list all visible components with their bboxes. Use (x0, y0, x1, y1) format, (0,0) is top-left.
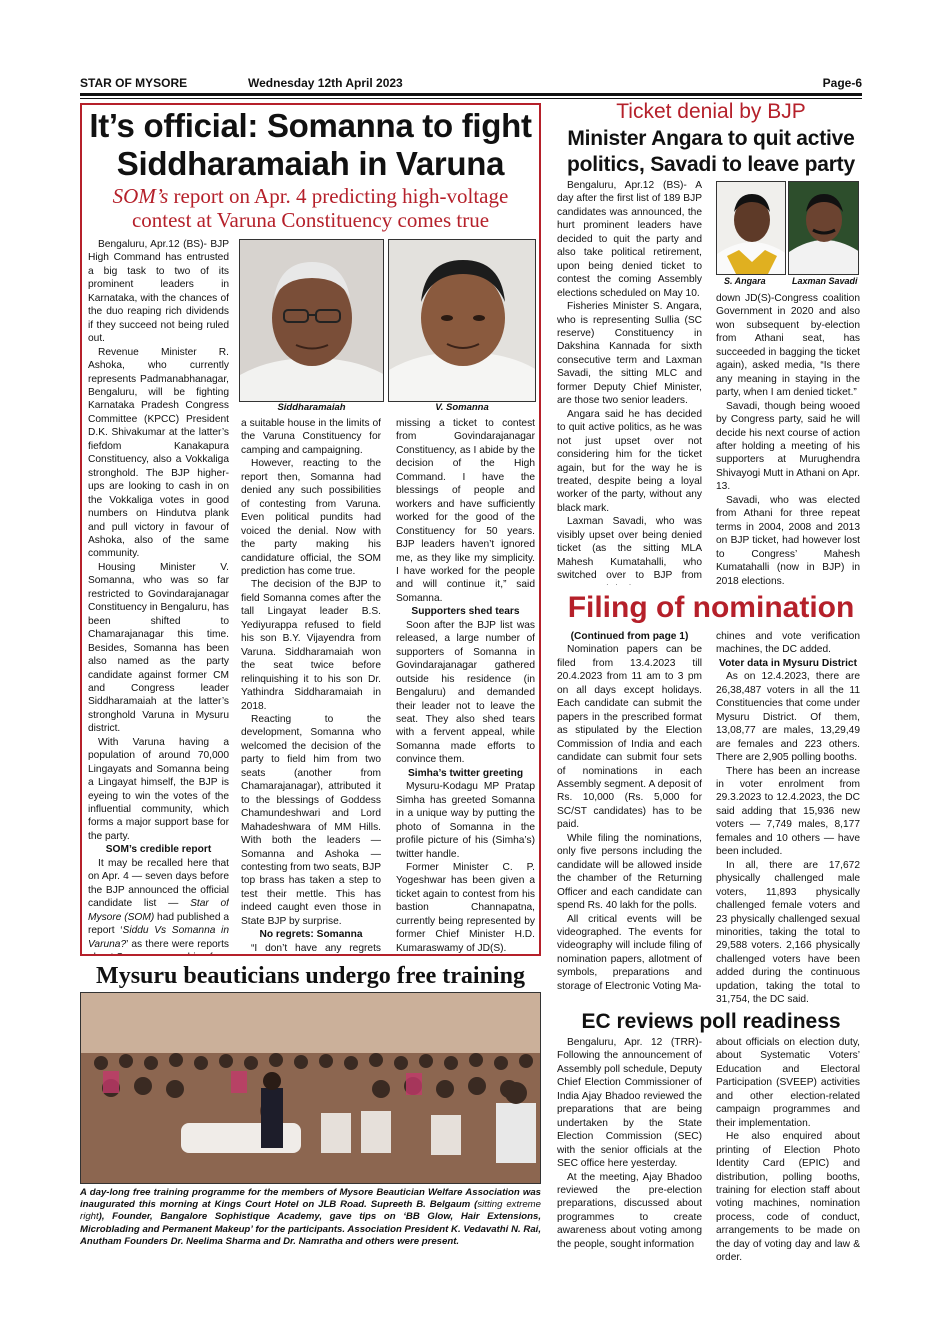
portrait-icon (789, 182, 859, 275)
lead-subheadline (85, 184, 536, 232)
issue-date: Wednesday 12th April 2023 (248, 76, 403, 90)
subhead: No regrets: Somanna (259, 929, 363, 941)
ec-column-1 (557, 1036, 702, 1264)
lead-column-1 (88, 238, 229, 954)
paragraph: Fisheries Minister S. Angara, who is representing Sullia (SC reserve) Constituency in Dakshina Kannada for sixth consecutive term and Laxman Savadi, the sitting MLC and former Deputy Chief Minister, are those two senior leaders. (557, 301, 702, 407)
paragraph: Bengaluru, Apr.12 (BS)- A day after the first list of 189 BJP candidates was announced, the hurt prominent leaders have decided to quit the party and also take political retirement, upon being denied ticket to contest the coming Assembly elections scheduled on May 10. (557, 180, 702, 299)
ec-column-2 (716, 1036, 860, 1264)
paragraph: As on 12.4.2023, there are 26,38,487 voters in all the 11 Constituencies that come under Mysuru District. Of them, 13,08,77 are males, 13,29,49 are females and 223 others. There are 2,905 polling booths. (716, 671, 860, 764)
paragraph: Mysuru-Kodagu MP Pratap Simha has greeted Somanna in a unique way by putting the photo of Somanna in the profile picture of his (Simha’s) twitter handle. (396, 781, 535, 860)
caption-somanna: V. Somanna (435, 402, 489, 413)
paragraph: Housing Minister V. Somanna, who was so far restricted to Govindarajanagar Constituency in Bengaluru, has been shifted to Chamarajanagar this time. Besides, Somanna has been also named as the party candidate against former CM and Congress leader Siddharamaiah at the latter’s stronghold Varuna in Mysuru district. (88, 561, 229, 735)
portrait-icon (717, 182, 786, 275)
text-run: ’ as there were reports (126, 938, 229, 950)
paragraph: At the meeting, Ajay Bhadoo reviewed the pre-election preparations, discussed about programmes to create awareness about voting among the people, sought information (557, 1171, 702, 1250)
text-run: ), Founder, Bangalore Sophistique Academy, gave tips on ‘BB Glow, Hair Extensions, Microblading and Permanent Makeup’ for the participants. Association President K. Vedavathi N. Rai, Anutham Founders Dr. Neelima Sharma and Dr. Namratha and others were present. (80, 1211, 541, 1247)
paragraph: However, reacting to the report then, Somanna had denied any such possibilities of contesting from Varuna. Even political pundits had voiced the denial. Now with the party making his candidature official, the SOM prediction has come true. (241, 458, 381, 577)
paragraph: a suitable house in the limits of the Varuna Constituency for camping and campaigning. (241, 418, 381, 456)
portrait-icon (389, 240, 536, 402)
paragraph: Reacting to the development, Somanna who welcomed the decision of the party to field him from two seats (another from Chamarajanagar), attributed it to the blessings of Goddess Chamundeshwari and Lord Mahadeshwara of MM Hills. With both the leaders — Somanna and Ashoka — contesting from two seats, BJP top brass has taken a step to test their mettle. This has indeed caught even those in State BJP by surprise. (241, 713, 381, 927)
paragraph: Soon after the BJP list was released, a large number of supporters of Somanna in Govindarajanagar gathered outside his residence (in Bengaluru) and demanded their leader not to leave the seat. They also shed tears with a fervent appeal, while Somanna made efforts to convince them. (396, 619, 535, 766)
photo-somanna (388, 239, 536, 402)
filing-column-1 (557, 630, 702, 1008)
photo-angara (716, 181, 786, 275)
masthead (80, 76, 862, 94)
paragraph: Laxman Savadi, who was visibly upset over being denied ticket (as the sitting MLA Mahesh Kumatahalli, who switched over to BJP from (557, 516, 702, 582)
paragraph: chines and vote verification machines, the DC added. (716, 631, 860, 656)
masthead-rule-thin (80, 98, 862, 99)
text-run-italic: Siddu Vs Somanna in Varuna? (88, 925, 229, 950)
portrait-icon (240, 240, 384, 402)
paragraph: Former Minister C. P. Yogeshwar has been given a ticket again to contest from his bastion Channapatna, currently being represented by former Chief Minister H.D. Kumaraswamy of JD(S). (396, 861, 535, 953)
text-run: A day-long free training programme for the members of Mysore Beautician Welfare Association was inaugurated this morning at Kings Court Hotel on JLB Road. Supreeth B. Belgaum ( (80, 1187, 541, 1211)
lead-column-3 (396, 417, 535, 953)
paragraph: missing a ticket to contest from Govindarajanagar Constituency, as I abide by the decision of the High Command. I have the blessings of people and workers and have sufficiently worked for the good of the Constituency for 50 years. BJP leaders haven’t ignored me, as they like my simplicity. I have worked for the people and will continue it,” said Somanna. (396, 418, 535, 604)
ticket-headline: Minister Angara to quit active politics, Savadi to leave party (567, 127, 855, 176)
page-number: Page-6 (822, 76, 862, 90)
text-run-normal: sitting extreme right (80, 1199, 541, 1223)
subhead: Simha’s twitter greeting (407, 767, 524, 779)
subhead: Supporters shed tears (411, 606, 520, 618)
filing-headline: Filing of nomination (567, 591, 855, 624)
lead-sub-em: SOM’s (112, 184, 169, 208)
caption-siddharamaiah: Siddharamaiah (277, 402, 346, 413)
paragraph: down JD(S)-Congress coalition Government in 2020 and also won subsequent by-election from Athani seat, has succeeded in bagging the ticket again), asked media, “Is there any meaning in staying in the party, when I am denied ticket.” (716, 293, 860, 399)
paragraph: Savadi, though being wooed by Congress party, said he will decide his next course of action after holding a meeting of his supporters at Murughendra Shivayogi Mutt in Athani on Apr. 13. (716, 400, 860, 493)
text-run-italic: Star of Mysore (SOM) (88, 898, 229, 923)
lead-headline: It’s official: Somanna to fight Siddharamaiah in Varuna (89, 107, 532, 182)
subhead: SOM’s credible report (105, 844, 212, 856)
paragraph: In all, there are 17,672 physically challenged male voters, 11,893 physically challenged female voters and 23 physically challenged sexual minorities, taking the total to 29,588 voters. 2,166 physically challenged voters have been added during the continuous updation, taking the total to 31,754, the DC said. (716, 859, 860, 1006)
paper-name: STAR OF MYSORE (80, 76, 188, 90)
paragraph: With Varuna having a population of around 70,000 Lingayats and Somanna being a Lingayat himself, the BJP is eyeing to win the votes of the influential community, which forms a major support base for the party. (88, 736, 229, 842)
paragraph (88, 857, 229, 954)
paragraph: Angara said he has decided to quit active politics, as he was not just upset over not considering him for the ticket again, but for the way he is treated, despite being a loyal worker of the party, without any black mark. (557, 408, 702, 514)
paragraph: Bengaluru, Apr. 12 (TRR)- Following the announcement of Assembly poll schedule, Deputy Chief Election Commissioner of India Ajay Bhadoo reviewed the preparations that are being undertaken by the State Election Commission (SEC) with the senior officials at the SEC office here yesterday. (557, 1037, 702, 1170)
paragraph: There has been an increase in voter enrolment from 29.3.2023 to 12.4.2023, the DC said adding that 15,936 new voters — 7,749 males, 8,177 females and 10 others — have been included. (716, 765, 860, 858)
ticket-column-1 (557, 179, 702, 585)
photo-savadi (788, 181, 859, 275)
ticket-photo-captions (716, 276, 859, 288)
text-run: had published a report ‘ (88, 911, 229, 937)
training-photo-caption (80, 1187, 541, 1248)
paragraph: Nomination papers can be filed from 13.4.2023 till 20.4.2023 from 11 am to 3 pm on all days except holidays. Each candidate can submit the papers in the prescribed format as stipulated by the Election Commission of India and each candidate can submit four sets of nominations in each Assembly segment. A deposit of Rs. 10,000 (Rs. 5,000 for SC/ST candidates) has to be paid. (557, 644, 702, 831)
paragraph: All critical events will be videographed. The events for videography will include filing of nomination papers, allotment of symbols, preparations and storage of Electronic Voting Ma- (557, 913, 702, 992)
beauticians-headline: Mysuru beauticians undergo free training (96, 963, 525, 989)
ticket-column-2 (716, 292, 860, 586)
paragraph: The decision of the BJP to field Somanna comes after the tall Lingayat leader B.S. Yediyurappa refused to field his son B.Y. Vijayendra from Varuna. Siddharamaiah won the seat twice before relinquishing it to his son Dr. Yathindra Siddharamaiah in 2018. (241, 579, 381, 712)
paragraph: “I don’t have any regrets (251, 942, 381, 953)
continued-note: (Continued from page 1) (570, 631, 689, 642)
paragraph: While filing the nominations, only five persons including the candidate will be allowed inside the chamber of the Returning Officer and each candidate can spend Rs. 40 lakh for the polls. (557, 832, 702, 912)
paragraph: about officials on election duty, about Systematic Voters’ Education and Electoral Participation (SVEEP) activities and other election-related campaign programmes and their implementation. (716, 1037, 860, 1129)
masthead-rule (80, 93, 862, 96)
crowd-photo-icon (81, 993, 541, 1184)
lead-sub-rest: report on Apr. 4 predicting high-voltage contest at Varuna Constituency comes true (131, 184, 509, 232)
training-event-photo (80, 992, 541, 1184)
filing-column-2 (716, 630, 860, 1008)
ticket-kicker: Ticket denial by BJP (616, 100, 806, 123)
photo-siddharamaiah (239, 239, 384, 402)
subhead: Voter data in Mysuru District (719, 657, 857, 669)
paragraph: Savadi, who was elected from Athani for three repeat terms in 2004, 2008 and 2013 on BJP ticket, had however lost to Congress’ Mahesh Kumatahalli (now in BJP) in 2018 elections. (716, 494, 860, 586)
paragraph: Bengaluru, Apr.12 (BS)- BJP High Command has entrusted a big task to two of its prominent leaders in Karnataka, with the chances of the duo reaping rich dividends if they succeed not being ruled out. (88, 239, 229, 345)
ec-headline: EC reviews poll readiness (581, 1010, 841, 1033)
caption-savadi: Laxman Savadi (792, 276, 858, 286)
paragraph: Revenue Minister R. Ashoka, who currently represents Padmanabhanagar, Bengaluru, will be fighting Karnataka Pradesh Congress Committee (KPCC) President D.K. Shivakumar at the latter’s fiefdom Kanakapura Constituency, also a Vokkaliga stronghold. The BJP higher-ups are looking to cash in on the Vokkaliga votes in good numbers on Hindutva plank and pull victory in favour of Ashoka, also of the same community. (88, 346, 229, 560)
caption-angara: S. Angara (724, 276, 766, 286)
paragraph: He also enquired about printing of Election Photo Identity Card (EPIC) and distribution, polling booths, training for election staff about voting machines, nomination process, code of conduct, arrangements to be made on the day of voting day and law & order. (716, 1131, 860, 1264)
lead-column-2 (241, 417, 381, 953)
text-run: It may be recalled here that on Apr. 4 — seven days before the BJP announced the official candidate list — (88, 857, 229, 910)
